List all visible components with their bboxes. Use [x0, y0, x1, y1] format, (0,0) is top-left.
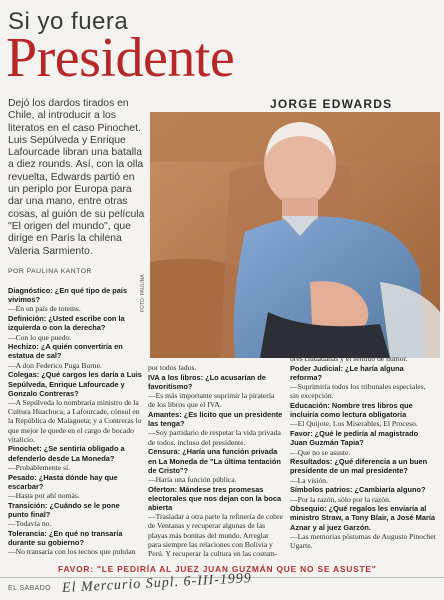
- qa-item: [8, 286, 142, 314]
- intro-paragraph: Dejó los dardos tirados en Chile, al introducir a los literatos en el caso Pinochet. Luis Sepúlveda y Enrique Lafourcade libran una batalla a diez rounds. Así, con la olla revuelta, Edwards partió en un periplo por Europa para dar una mano, entre otras cosas, al guión de su película "El origen del mundo", que dirige en París la chilena Valeria Sarmiento.: [8, 98, 145, 257]
- qa-item: [8, 473, 142, 501]
- question: Oferton: Mándese tres promesas electorales que nos dejan con la boca abierta: [148, 484, 282, 513]
- question: Poder Judicial: ¿Le haría alguna reforma?: [290, 363, 404, 382]
- qa-item: [8, 342, 142, 370]
- question: Símbolos patrios: ¿Cambiaría alguno?: [290, 485, 426, 495]
- question: Tolerancia: ¿En qué no transaría durante su gobierno?: [8, 528, 123, 547]
- qa-item: [8, 529, 142, 557]
- interview-column-2: [148, 363, 283, 559]
- question: Diagnóstico: ¿En qué tipo de país vivimos?: [8, 286, 128, 305]
- qa-item: [148, 363, 283, 372]
- byline: POR PAULINA KANTOR: [8, 268, 92, 275]
- question: Transición: ¿Cuándo se le pone punto final?: [8, 500, 120, 519]
- answer: —Que no se asuste.: [290, 447, 351, 457]
- qa-item: [148, 447, 283, 484]
- publication-name: EL SABADO: [8, 585, 52, 592]
- qa-item: [290, 457, 436, 485]
- qa-item: [290, 485, 436, 503]
- answer: —En un país de totems.: [8, 304, 81, 314]
- answer: —Soy partidario de respetar la vida privada de todos, incluso del presidente.: [148, 428, 281, 447]
- interview-column-1: [8, 286, 142, 557]
- answer: —Todavía no.: [8, 519, 52, 529]
- question: Resultados: ¿Qué diferencia a un buen presidente de un mal presidente?: [290, 457, 428, 476]
- portrait-illustration: [150, 112, 440, 358]
- answer: —A don Federico Puga Borne.: [8, 360, 102, 370]
- answer: —A Sepúlveda lo nombraría ministro de la Cultura Huachuca; a Lafourcade, cónsul en la República de Malagueta; y a Contreras lo que mejor le quede en el cargo de bocado vitalicio.: [8, 397, 142, 444]
- answer: —Trasladar a otra parte la refinería de cobre de Ventanas y recuperar algunas de las playas más bonitas del mundo. Arreglar para siempre las relaciones con Bolivia y Perú. Y recuperar la cultura en las costum-: [148, 512, 283, 559]
- question: Definición: ¿Usted escribe con la izquierda o con la derecha?: [8, 314, 125, 333]
- answer: —Por la razón, sólo por la razón.: [290, 494, 391, 504]
- qa-item: [290, 354, 436, 363]
- question: Pinochet: ¿Se sentiría obligado a defenderlo desde La Moneda?: [8, 444, 125, 463]
- answer: —Con lo que puedo.: [8, 332, 72, 342]
- answer: —Las memorias póstumas de Augusto Pinochet Ugarte.: [290, 531, 436, 551]
- question: IVA a los libros: ¿Lo acusarían de favoritismo?: [148, 372, 266, 391]
- qa-item: [8, 314, 142, 342]
- qa-item: [290, 504, 436, 550]
- answer: —La visión.: [290, 475, 328, 485]
- qa-item: [148, 373, 283, 410]
- continued-text: bres ciudadanas y el sentido de humor.: [290, 354, 408, 363]
- qa-item: [148, 410, 283, 447]
- qa-item: [290, 364, 436, 401]
- portrait-photo: [150, 112, 440, 358]
- question: Amantes: ¿Es lícito que un presidente las tenga?: [148, 410, 283, 429]
- question: Censura: ¿Haría una función privada en La Moneda de "La última tentación de Cristo"?: [148, 447, 281, 475]
- qa-item: [8, 370, 142, 444]
- qa-item: [8, 444, 142, 472]
- continued-text: por todos lados.: [148, 363, 197, 372]
- question: Obsequio: ¿Qué regalos les enviaría al ministro Straw, a Tony Blair, a José María Aznar y al juez Garzón.: [290, 504, 435, 532]
- question: Favor: ¿Qué le pediría al magistrado Juan Guzmán Tapia?: [290, 429, 419, 448]
- author-name: JORGE EDWARDS: [270, 97, 393, 111]
- interview-column-3: [290, 354, 436, 551]
- question: Hechizo: ¿A quién convertiría en estatua de sal?: [8, 342, 123, 361]
- handwritten-note: El Mercurio Supl. 6-III-1999: [61, 571, 253, 596]
- overline: Si yo fuera: [8, 8, 129, 35]
- answer: —El Quijote, Los Miserables, El Proceso.: [290, 419, 418, 429]
- pull-quote: FAVOR: "LE PEDIRÍA AL JUEZ JUAN GUZMÁN QUE NO SE ASUSTE": [58, 564, 377, 574]
- footer: [0, 571, 444, 600]
- answer: —No transaría con los tecnos que pululan: [8, 547, 136, 557]
- question: Pesado: ¿Hasta dónde hay que escarbar?: [8, 472, 118, 491]
- page-title: Presidente: [6, 27, 235, 89]
- qa-item: [290, 401, 436, 429]
- answer: —Haría una función pública.: [148, 474, 237, 484]
- answer: —Suprimiría todos los tribunales especiales, sin excepción.: [290, 382, 426, 401]
- answer: —Hasta por ahí nomás.: [8, 490, 80, 500]
- qa-item: [148, 485, 283, 559]
- photo-credit: FOTO: PAULINA: [140, 274, 146, 312]
- qa-item: [290, 429, 436, 457]
- question: Educación: Nombre tres libros que incluiría como lectura obligatoria: [290, 401, 413, 420]
- answer: —Probablemente sí.: [8, 462, 71, 472]
- question: Colegas: ¿Qué cargos les daría a Luis Sepúlveda, Enrique Lafourcade y Gonzalo Contreras?: [8, 370, 142, 398]
- qa-item: [8, 501, 142, 529]
- answer: —Es más importante suprimir la piratería de los libros que el IVA.: [148, 391, 275, 410]
